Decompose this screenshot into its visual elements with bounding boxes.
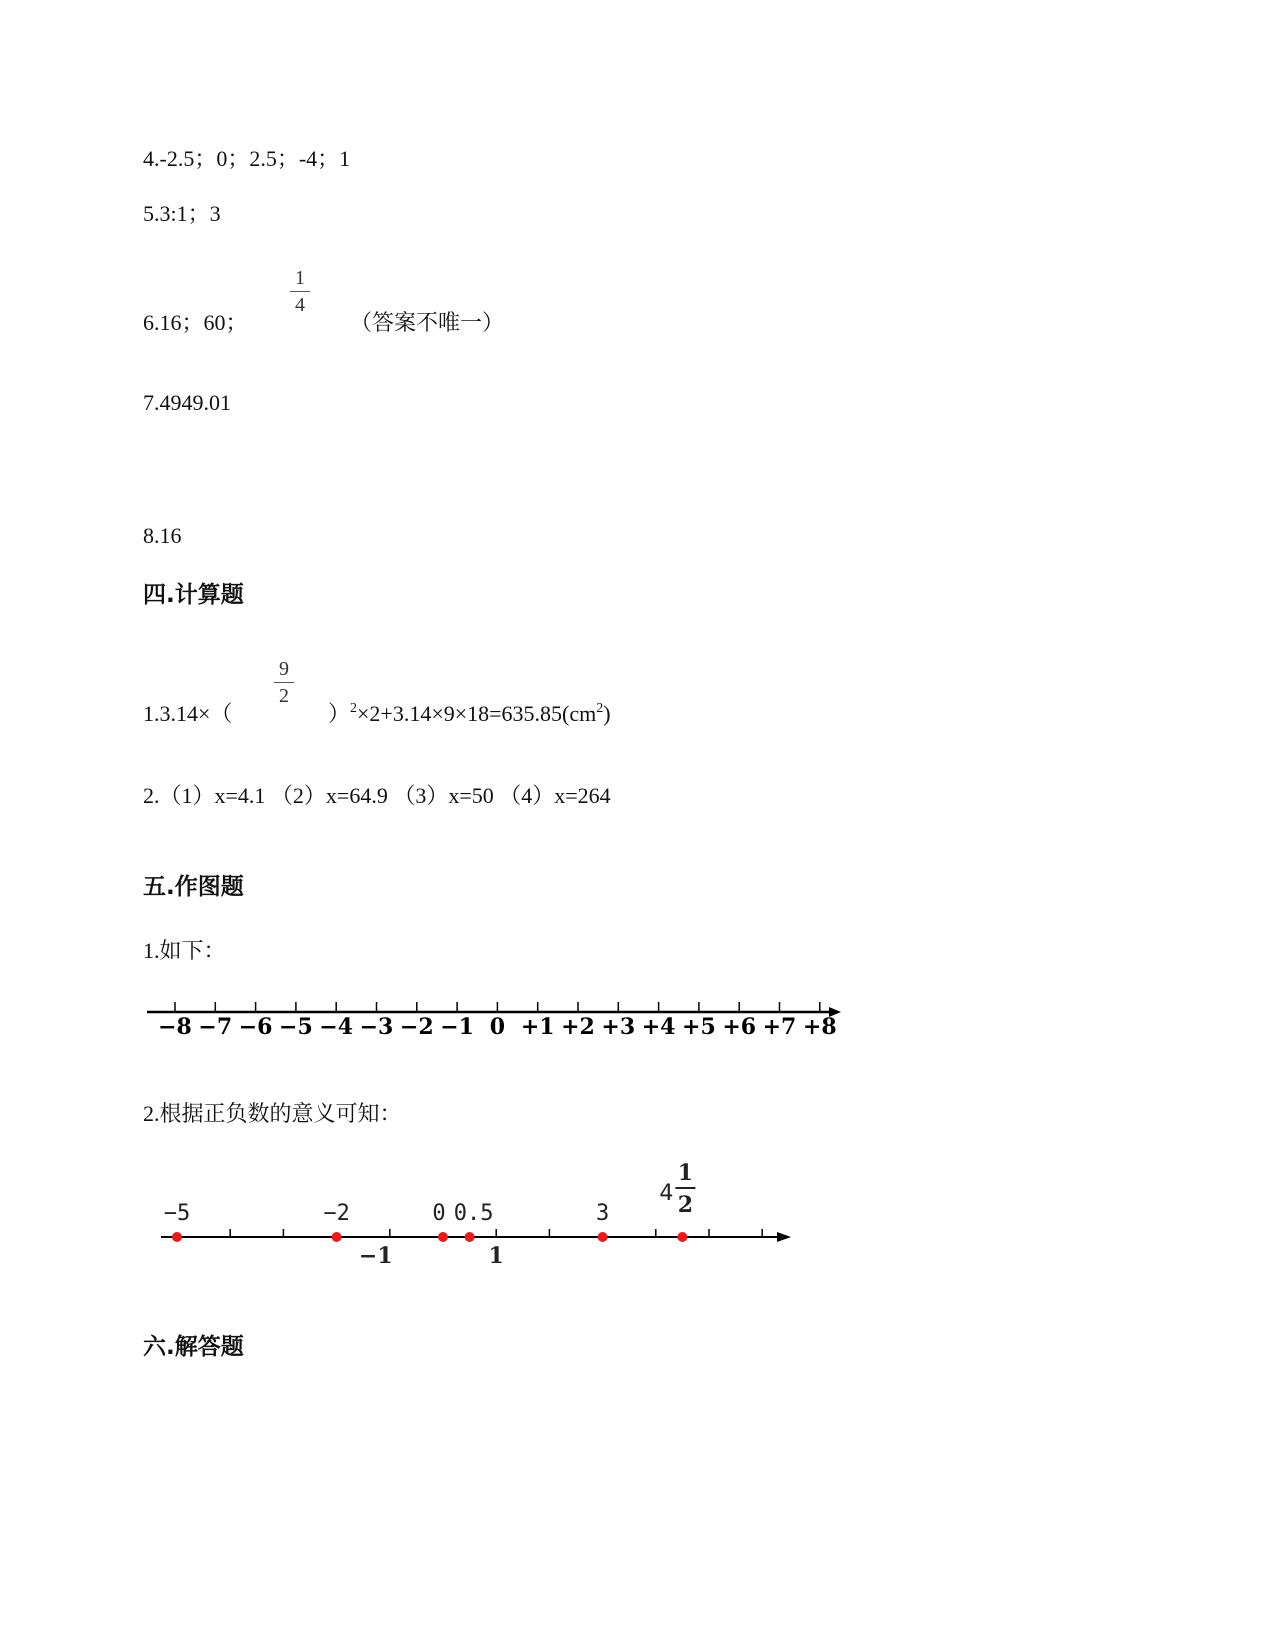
- calc-1-fraction: [272, 659, 296, 706]
- unit-close: ): [603, 701, 611, 726]
- tick-label: 0: [489, 1014, 506, 1040]
- point-label: 0.5: [453, 1201, 494, 1226]
- tick-label: +7: [762, 1014, 797, 1040]
- point-marker: [172, 1232, 182, 1242]
- tick-label: −2: [399, 1014, 434, 1040]
- section-5-heading: 五.作图题: [143, 874, 244, 900]
- calc-1-rest: [328, 703, 611, 725]
- below-label: 1: [488, 1243, 504, 1269]
- point-marker: [465, 1232, 475, 1242]
- answer-4: 4.-2.5；0；2.5；-4；1: [143, 146, 351, 171]
- close-paren: ）: [328, 701, 351, 726]
- calc-expression: ×2+3.14×9×18=635.85(cm: [357, 701, 597, 726]
- point-label: −2: [323, 1201, 350, 1226]
- tick-label: −6: [238, 1014, 273, 1040]
- draw-1-label: 1.如下：: [143, 938, 226, 963]
- section-4-heading: 四.计算题: [143, 582, 244, 608]
- fraction-bar: [290, 291, 310, 292]
- tick-label: +1: [520, 1014, 555, 1040]
- unit-exponent: 2: [596, 701, 604, 716]
- tick-label: +2: [561, 1014, 595, 1040]
- tick-label: −4: [319, 1014, 354, 1040]
- calc-2: 2.（1）x=4.1 （2）x=64.9 （3）x=50 （4）x=264: [143, 783, 611, 808]
- answer-6-note: （答案不唯一）: [350, 310, 505, 335]
- calc-1-prefix: 1.3.14×（: [143, 701, 233, 726]
- draw-2-label: 2.根据正负数的意义可知：: [143, 1101, 402, 1126]
- point-marker: [677, 1232, 687, 1242]
- answer-5: 5.3:1；3: [143, 201, 221, 226]
- answer-7: 7.4949.01: [143, 390, 231, 415]
- fraction-denominator: 2: [279, 685, 289, 707]
- tick-label: −1: [440, 1014, 474, 1040]
- tick-label: −8: [158, 1014, 192, 1040]
- tick-label: +6: [722, 1014, 757, 1040]
- point-label: 0: [432, 1201, 446, 1226]
- fraction-denominator: 4: [295, 294, 305, 316]
- answer-6-fraction: [288, 268, 312, 315]
- tick-label: +5: [682, 1014, 716, 1040]
- tick-label: +4: [641, 1014, 676, 1040]
- section-6-heading: 六.解答题: [143, 1334, 244, 1360]
- mixed-number-denominator: 2: [677, 1192, 694, 1218]
- tick-label: −7: [198, 1014, 233, 1040]
- answer-6-prefix: 6.16；60；: [143, 310, 248, 335]
- below-label: −1: [358, 1243, 393, 1269]
- tick-label: +3: [601, 1014, 636, 1040]
- number-line-1: [145, 1000, 845, 1050]
- tick-label: −3: [359, 1014, 394, 1040]
- answer-8: 8.16: [143, 523, 182, 548]
- point-marker: [332, 1232, 342, 1242]
- fraction-bar: [274, 682, 294, 683]
- fraction-numerator: 9: [279, 658, 289, 680]
- tick-label: +8: [802, 1014, 837, 1040]
- arrow-head: [777, 1232, 791, 1242]
- point-marker: [598, 1232, 608, 1242]
- mixed-number-whole: 4: [659, 1181, 674, 1206]
- point-label: 3: [595, 1201, 610, 1226]
- number-line-2: [155, 1160, 795, 1270]
- fraction-numerator: 1: [295, 267, 305, 289]
- tick-label: −5: [279, 1014, 313, 1040]
- point-marker: [438, 1232, 448, 1242]
- exponent: 2: [350, 701, 358, 716]
- point-label: −5: [163, 1201, 191, 1226]
- mixed-number-numerator: 1: [677, 1160, 694, 1186]
